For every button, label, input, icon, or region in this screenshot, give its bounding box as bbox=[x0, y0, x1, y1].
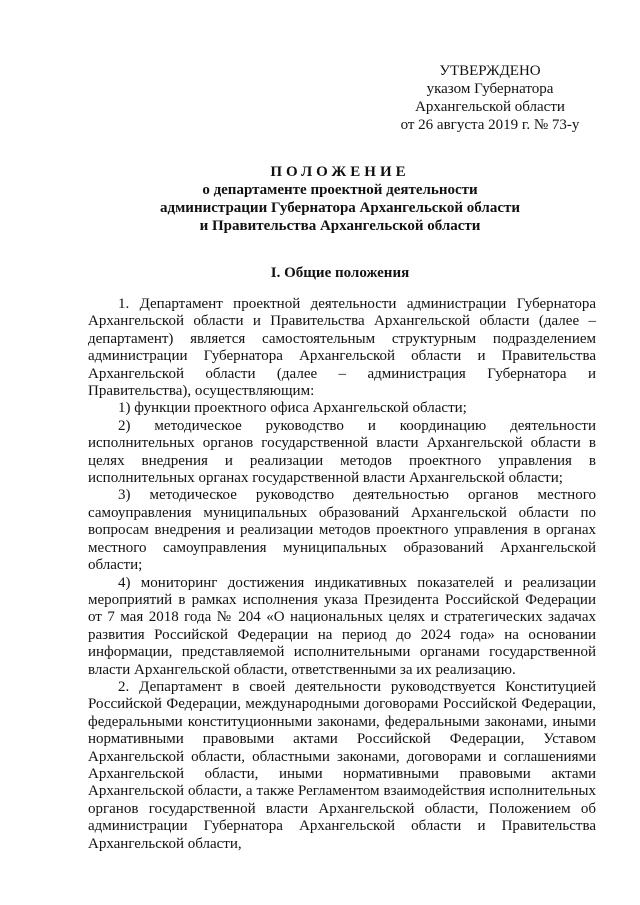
approval-decree: указом Губернатора bbox=[426, 81, 554, 97]
title-main: ПОЛОЖЕНИЕ bbox=[270, 164, 410, 180]
approval-date: от 26 августа 2019 г. № 73-у bbox=[400, 117, 580, 133]
title-line-4: и Правительства Архангельской области bbox=[199, 218, 481, 234]
approval-heading: УТВЕРЖДЕНО bbox=[439, 63, 541, 79]
section-heading: I. Общие положения bbox=[270, 265, 410, 281]
paragraph-1: 1. Департамент проектной деятельности администрации Губернатора Архангельской области и Правительства Архангельской области (далее – департамент) является самостоятельным структурным подразделением администрации Губернатора Архангельской области и Правительства Архангельской области (далее – администрация Губернатора и Правительства), осуществляющим: bbox=[88, 296, 596, 400]
title-line-2: о департаменте проектной деятельности bbox=[202, 182, 478, 198]
paragraph-1-item-2: 2) методическое руководство и координацию деятельности исполнительных органов государственной власти Архангельской области в целях внедрения и реализации методов проектного управления в исполнительных органах государственной власти Архангельской области; bbox=[88, 417, 596, 487]
paragraph-1-item-3: 3) методическое руководство деятельностью органов местного самоуправления муниципальных образований Архангельской области по вопросам внедрения и реализации методов проектного управления в органах местного самоуправления муниципальных образований Архангельской области; bbox=[88, 487, 596, 574]
paragraph-1-item-1: 1) функции проектного офиса Архангельской области; bbox=[118, 400, 467, 417]
body-text bbox=[88, 296, 596, 853]
paragraph-2: 2. Департамент в своей деятельности руководствуется Конституцией Российской Федерации, международными договорами Российской Федерации, федеральными конституционными законами, федеральными законами, иными нормативными правовыми актами Российской Федерации, Уставом Архангельской области, областными законами, договорами и соглашениями Архангельской области, иными нормативными правовыми актами Архангельской области, а также Регламентом взаимодействия исполнительных органов государственной власти Архангельской области, Положением об администрации Губернатора Архангельской области и Правительства Архангельской области, bbox=[88, 678, 596, 852]
document-title bbox=[60, 163, 620, 235]
paragraph-1-item-4: 4) мониторинг достижения индикативных показателей и реализации мероприятий в рамках исполнения указа Президента Российской Федерации от 7 мая 2018 года № 204 «О национальных целях и стратегических задачах развития Российской Федерации на период до 2024 года» на основании информации, представляемой исполнительными органами государственной власти Архангельской области, ответственными за их реализацию. bbox=[88, 574, 596, 678]
approval-stamp bbox=[380, 62, 600, 134]
title-line-3: администрации Губернатора Архангельской области bbox=[160, 200, 520, 216]
approval-region: Архангельской области bbox=[415, 99, 565, 115]
